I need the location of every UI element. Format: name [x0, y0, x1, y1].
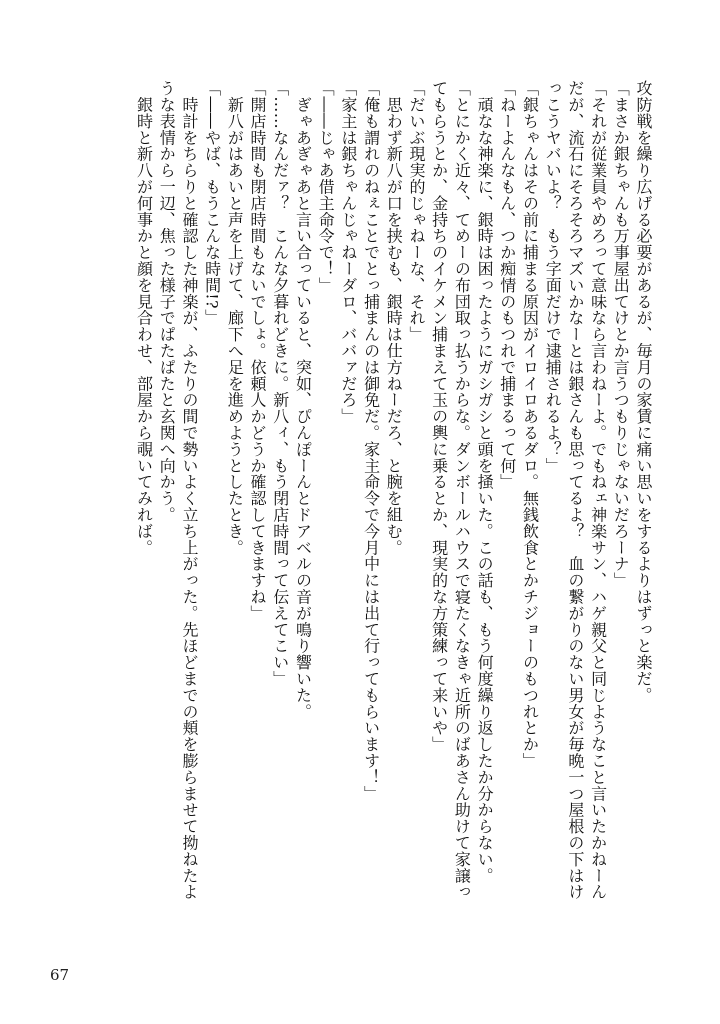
text-line: うな表情から一辺、焦った様子でぱたぱたと玄関へ向かう。	[157, 80, 177, 523]
text-line: 新八がはあいと声を上げて、廊下へ足を進めようとしたとき。	[225, 80, 245, 556]
text-line: 思わず新八が口を挟むも、銀時は仕方ねーだろ、と腕を組む。	[384, 80, 404, 556]
text-line: 攻防戦を繰り広げる必要があるが、毎月の家賃に痛い思いをするよりはずっと楽だ。	[634, 80, 653, 704]
text-line: 「銀ちゃんはその前に捕まる原因がイロイロあるダロ。無銭飲食とかチジョーのもつれとか」	[520, 80, 540, 769]
text-line: 「――じゃあ借主命令で！」	[316, 80, 336, 294]
text-line: 「ねーよんなもん、つか痴情のもつれで捕まるって何」	[497, 80, 517, 490]
text-line: ぎゃあぎゃあと言い合っていると、突如、ぴんぽーんとドアベルの音が鳴り響いた。	[293, 80, 313, 720]
text-line: 「開店時間も閉店時間もないでしょ。依頼人かどうか確認してきますね」	[248, 80, 268, 622]
text-line: 「――やば、もうこんな時間!?」	[202, 80, 222, 326]
text-line: 「家主は銀ちゃんじゃねーダロ、ババァだろ」	[338, 80, 358, 425]
body-text	[94, 80, 654, 960]
text-line: 「とにかく近々、てめーの布団取っ払うからな。ダンボールハウスで寝たくなきゃ近所のばあさん助けて家譲っ	[452, 80, 472, 900]
text-line: 「それが従業員やめろって意味なら言わねーよ。でもねェ神楽サン、ハゲ親父と同じようなこと言いたかねーん	[588, 80, 608, 900]
text-line: だが、流石にそろそろマズいかなーとは銀さんも思ってるよ？ 血の繋がりのない男女が毎晩一つ屋根の下はけ	[565, 80, 585, 900]
text-line: 銀時と新八が何事かと顔を見合わせ、部屋から覗いてみれば。	[134, 80, 154, 556]
text-line: 「まさか銀ちゃんも万事屋出てけとか言うつもりじゃないだろーナ」	[611, 80, 631, 589]
text-line: 時計をちらりと確認した神楽が、ふたりの間で勢いよく立ち上がった。先ほどまでの頬を膨らませて拗ねたよ	[179, 80, 199, 900]
text-line: 「だいぶ現実的じゃねーな、それ」	[406, 80, 426, 343]
text-line: 「……なんだァ？ こんな夕暮れどきに。新八ィ、もう閉店時間って伝えてこい」	[270, 80, 290, 687]
text-line: っこうヤバいよ？ もう字面だけで逮捕されるよ？」	[543, 80, 563, 474]
text-line: 頑なな神楽に、銀時は困ったようにガシガシと頭を掻いた。この話も、もう何度繰り返したか分からない。	[475, 80, 495, 884]
page-number: 67	[50, 966, 70, 984]
text-line: てもらうとか、金持ちのイケメン捕まえて玉の輿に乗るとか、現実的な方策練って来いや」	[429, 80, 449, 753]
text-line: 「俺も謂れのねぇことでとっ捕まんのは御免だ。家主命令で今月中には出て行ってもらいます！」	[361, 80, 381, 802]
